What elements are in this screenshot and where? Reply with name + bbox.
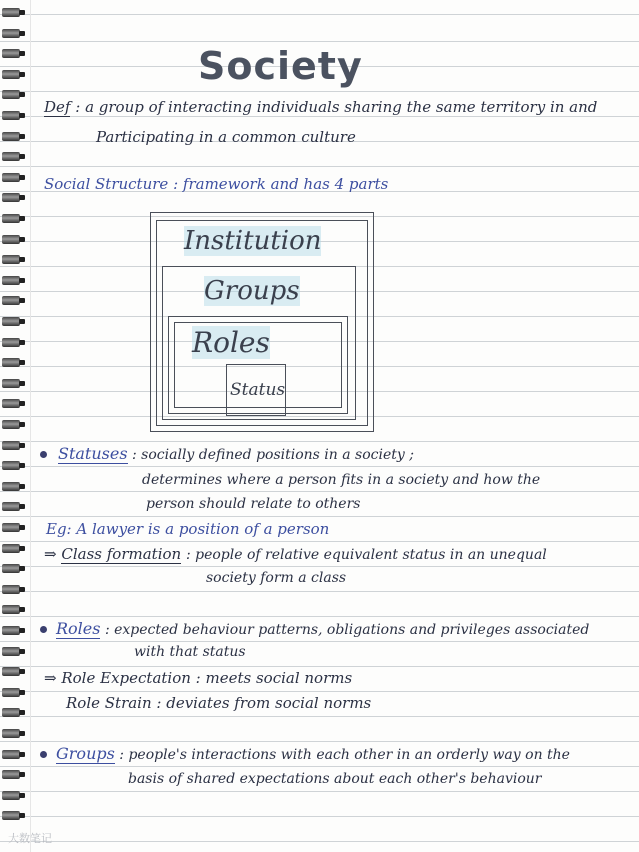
statuses-text-3: person should relate to others — [146, 496, 361, 512]
example-text: A lawyer is a position of a person — [76, 520, 330, 538]
role-expectation-text: Role Expectation : meets social norms — [61, 669, 353, 687]
role-strain-text: Role Strain : deviates from social norms — [66, 694, 372, 712]
spiral-ring — [2, 255, 20, 264]
example-label: Eg: — [46, 520, 72, 538]
page-title: Society — [198, 44, 363, 88]
spiral-ring — [2, 420, 20, 429]
spiral-ring — [2, 647, 20, 656]
spiral-ring — [2, 523, 20, 532]
spiral-ring — [2, 317, 20, 326]
roles-section-label: Roles — [56, 619, 101, 638]
statuses-label: Statuses — [58, 444, 128, 463]
spiral-ring — [2, 750, 20, 759]
groups-text-2: basis of shared expectations about each other's behaviour — [128, 771, 542, 787]
groups-bullet — [40, 751, 47, 758]
spiral-ring — [2, 132, 20, 141]
social-structure-line — [44, 175, 388, 193]
spiral-ring — [2, 358, 20, 367]
spiral-ring — [2, 461, 20, 470]
spiral-ring — [2, 276, 20, 285]
spiral-ring — [2, 29, 20, 38]
spiral-binding — [0, 8, 26, 838]
watermark: 大数笔记 — [8, 832, 52, 845]
class-formation-text-1: : people of relative equivalent status in an unequal — [185, 547, 547, 563]
spiral-ring — [2, 399, 20, 408]
definition-text-1: : a group of interacting individuals sharing the same territory in and — [75, 98, 598, 116]
spiral-ring — [2, 441, 20, 450]
roles-line-1 — [56, 619, 589, 638]
spiral-ring — [2, 90, 20, 99]
statuses-bullet — [40, 451, 47, 458]
spiral-ring — [2, 585, 20, 594]
roles-label: Roles — [192, 326, 270, 359]
statuses-text-1: : socially defined positions in a society ; — [132, 447, 414, 463]
spiral-ring — [2, 193, 20, 202]
social-structure-label: Social Structure — [44, 175, 169, 193]
groups-section-label: Groups — [56, 744, 115, 763]
roles-text-1: : expected behaviour patterns, obligations and privileges associated — [104, 622, 590, 638]
definition-text-2: Participating in a common culture — [96, 128, 356, 146]
social-structure-text: : framework and has 4 parts — [173, 175, 389, 193]
definition-line-1 — [44, 98, 597, 116]
spiral-ring — [2, 8, 20, 17]
margin-line — [30, 0, 31, 852]
spiral-ring — [2, 791, 20, 800]
spiral-ring — [2, 502, 20, 511]
roles-bullet — [40, 626, 47, 633]
role-expectation-line — [44, 669, 352, 687]
spiral-ring — [2, 729, 20, 738]
spiral-ring — [2, 111, 20, 120]
spiral-ring — [2, 544, 20, 553]
groups-label: Groups — [204, 276, 300, 306]
spiral-ring — [2, 152, 20, 161]
spiral-ring — [2, 338, 20, 347]
spiral-ring — [2, 708, 20, 717]
spiral-ring — [2, 173, 20, 182]
definition-label: Def — [44, 98, 71, 116]
spiral-ring — [2, 688, 20, 697]
groups-text-1: : people's interactions with each other in an orderly way on the — [119, 747, 570, 763]
expectation-arrow: ⇒ — [44, 669, 57, 687]
spiral-ring — [2, 49, 20, 58]
spiral-ring — [2, 770, 20, 779]
institution-label: Institution — [184, 226, 322, 256]
spiral-ring — [2, 605, 20, 614]
spiral-ring — [2, 626, 20, 635]
spiral-ring — [2, 482, 20, 491]
spiral-ring — [2, 667, 20, 676]
spiral-ring — [2, 811, 20, 820]
class-arrow: ⇒ — [44, 545, 57, 563]
spiral-ring — [2, 70, 20, 79]
statuses-line-1 — [58, 444, 414, 463]
spiral-ring — [2, 564, 20, 573]
roles-text-2: with that status — [134, 644, 246, 660]
statuses-example — [46, 520, 329, 538]
spiral-ring — [2, 235, 20, 244]
groups-line-1 — [56, 744, 570, 763]
class-formation-label: Class formation — [61, 545, 182, 563]
class-formation-line-1 — [44, 545, 547, 563]
class-formation-text-2: society form a class — [206, 570, 347, 586]
spiral-ring — [2, 296, 20, 305]
status-label: Status — [230, 380, 286, 400]
spiral-ring — [2, 379, 20, 388]
spiral-ring — [2, 214, 20, 223]
statuses-text-2: determines where a person fits in a society and how the — [142, 472, 541, 488]
